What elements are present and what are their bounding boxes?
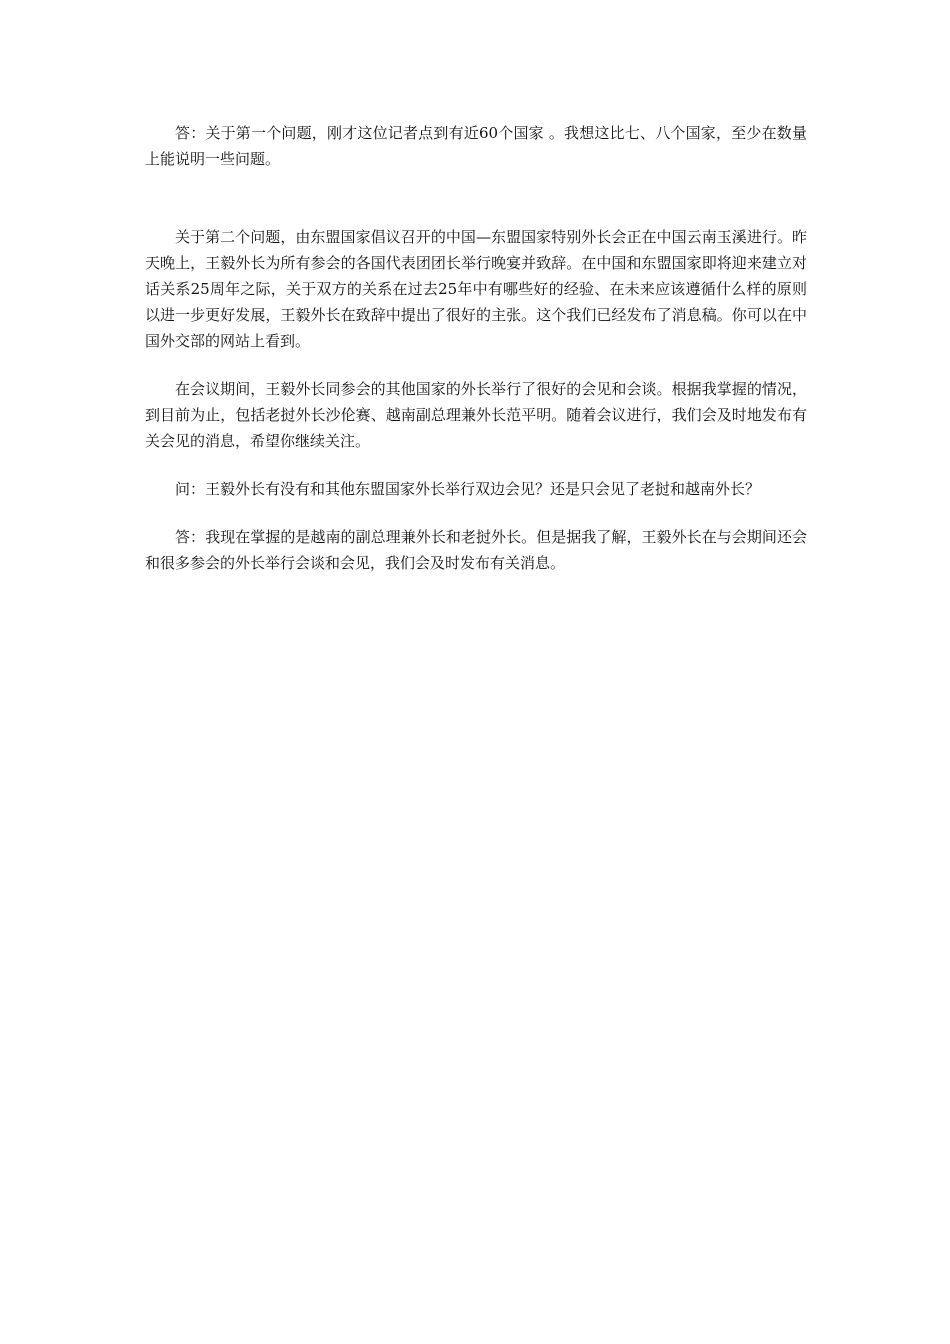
paragraph-answer-2: 关于第二个问题，由东盟国家倡议召开的中国—东盟国家特别外长会正在中国云南玉溪进行。昨天晚上，王毅外长为所有参会的各国代表团团长举行晚宴并致辞。在中国和东盟国家即将迎来建立对话关系25周年之际，关于双方的关系在过去25年中有哪些好的经验、在未来应该遵循什么样的原则以进一步更好发展，王毅外长在致辞中提出了很好的主张。这个我们已经发布了消息稿。你可以在中国外交部的网站上看到。	[145, 228, 807, 350]
document-body	[145, 120, 807, 576]
paragraph-question: 问：王毅外长有没有和其他东盟国家外长举行双边会见？还是只会见了老挝和越南外长？	[175, 480, 761, 498]
paragraph-answer-4: 答：我现在掌握的是越南的副总理兼外长和老挝外长。但是据我了解，王毅外长在与会期间还会和很多参会的外长举行会谈和会见，我们会及时发布有关消息。	[145, 528, 807, 572]
paragraph-answer-1: 答：关于第一个问题，刚才这位记者点到有近60个国家 。我想这比七、八个国家，至少在数量上能说明一些问题。	[145, 124, 807, 168]
paragraph-answer-3: 在会议期间，王毅外长同参会的其他国家的外长举行了很好的会见和会谈。根据我掌握的情况，到目前为止，包括老挝外长沙伦赛、越南副总理兼外长范平明。随着会议进行，我们会及时地发布有关会见的消息，希望你继续关注。	[145, 380, 807, 450]
